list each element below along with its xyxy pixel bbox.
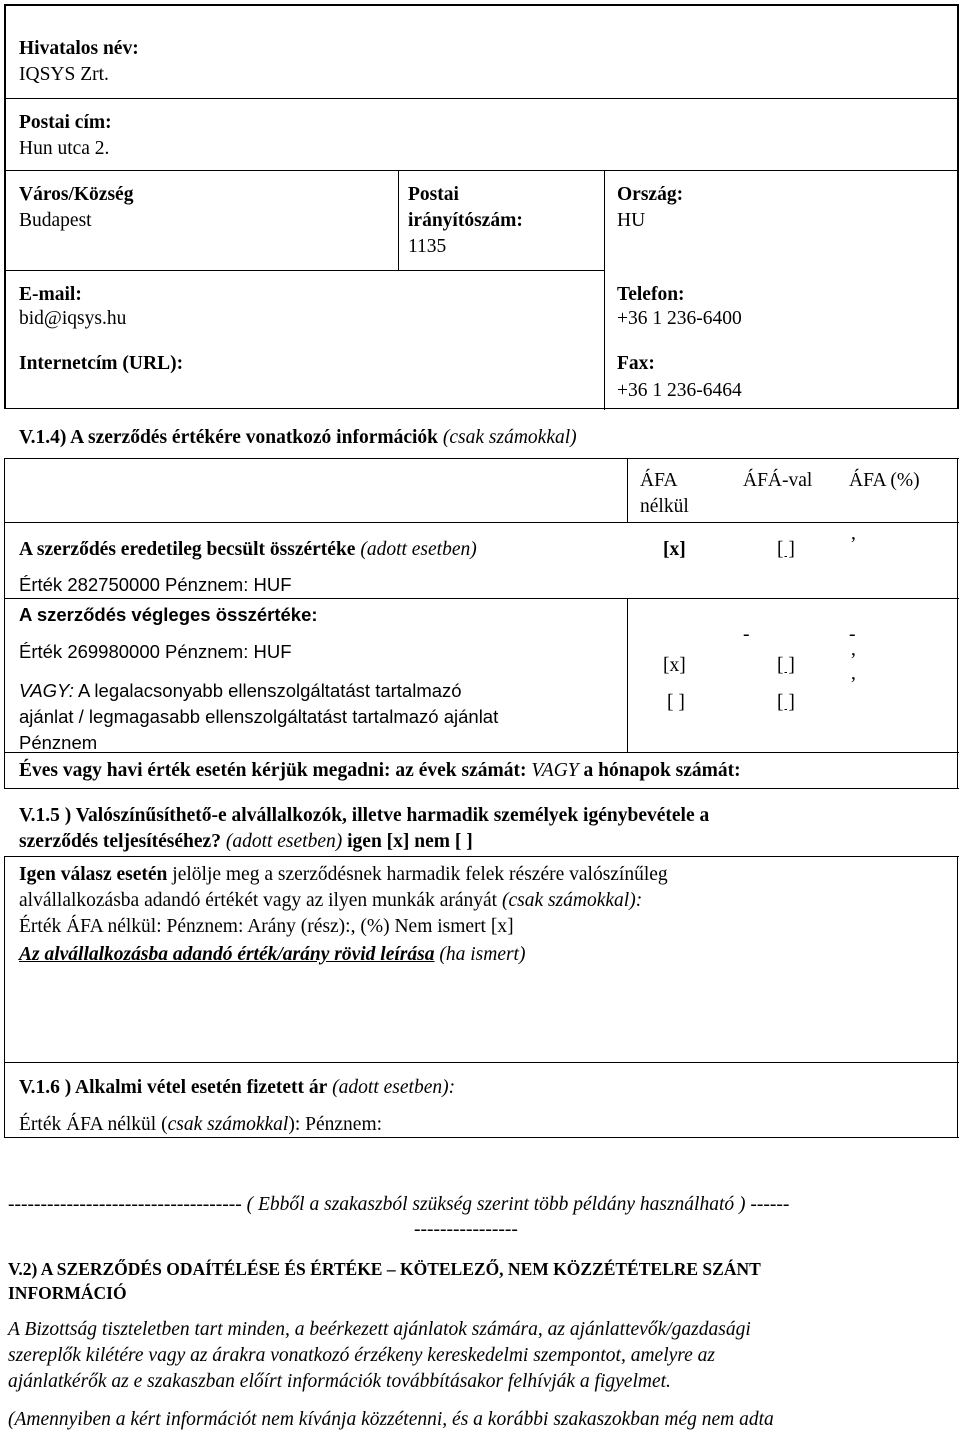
postcode-label-2: irányítószám: [408,210,523,231]
dash-1: - [743,624,750,645]
estimated-x: [x] [663,539,686,560]
country: HU [617,210,646,231]
final-value: Érték 269980000 Pénznem: HUF [19,641,292,662]
v15-heading-1: V.1.5 ) Valószínűsíthető-e alvállalkozók, illetve harmadik személyek igénybevétele a [19,805,710,826]
v2-heading-2: INFORMÁCIÓ [8,1283,127,1303]
final-comma: ’ [850,650,857,671]
v16-heading [19,1075,455,1100]
or-box-2: [ ] [777,692,795,713]
rule-v14-col-lower [627,598,628,752]
rule-v14-left [4,458,5,788]
separator-line-2: ---------------- [414,1219,518,1240]
rule-v14-row-annual [4,752,959,753]
separator-note: ( Ebből a szakaszból szükség szerint több példány használható ) [241,1194,751,1215]
v2-para-2: szereplők kilétére vagy az árakra vonatkozó érzékeny kereskedelmi szempontot, amelyre az [8,1345,716,1366]
v2-heading-1: V.2) A SZERZŐDÉS ODAÍTÉLÉSE ÉS ÉRTÉKE – KÖTELEZŐ, NEM KÖZZÉTÉTELRE SZÁNT [8,1259,761,1279]
or-line-1 [19,679,462,703]
rule-v14-right [957,458,958,788]
v15-yes-text: jelölje meg a szerződésnek harmadik felek részére valószínűleg [167,864,668,885]
v16-heading-bold: V.1.6 ) Alkalmi vétel esetén fizetett ár [19,1077,328,1098]
rule-v16-top [4,1062,959,1063]
estimated-label: A szerződés eredetileg becsült összértéke [19,539,356,560]
email-label: E-mail: [19,284,82,305]
v14-heading [19,425,577,450]
col-vat-excl-2: nélkül [640,496,689,517]
col-vat-excl-1: ÁFA [640,470,678,491]
v16-value-prefix: Érték ÁFA nélkül ( [19,1114,168,1135]
v16-heading-note: (adott esetben): [327,1077,456,1098]
official-name: IQSYS Zrt. [19,64,109,85]
or-comma: ’ [850,674,857,695]
phone-label: Telefon: [617,284,685,305]
rule-row2 [4,170,959,171]
rule-row3 [4,270,604,271]
estimated-box: [ ] [777,539,795,560]
rule-left [4,4,6,408]
final-box: [ ] [777,655,795,676]
estimated-comma: ’ [850,534,857,555]
postal-address-label: Postai cím: [19,112,112,133]
separator-dashes-left: ------------------------------------ [8,1194,242,1215]
v14-heading-note: (csak számokkal) [442,427,577,448]
or-line-2: ajánlat / legmagasabb ellenszolgáltatást tartalmazó ajánlat [19,706,499,727]
rule-v15 [4,856,959,857]
v16-value [19,1112,382,1137]
rule-top [4,4,959,6]
estimated-value: Érték 282750000 Pénznem: HUF [19,574,292,595]
rule-v14-bottom [4,788,959,789]
postcode-label-1: Postai [408,184,459,205]
rule-v14-col [627,458,628,522]
v15-heading-2 [19,829,473,854]
v15-heading-q: szerződés teljesítéséhez? [19,831,221,852]
v15-yes-bold: Igen válasz esetén [19,864,168,885]
fax-label: Fax: [617,353,655,374]
or-prefix: VAGY: [19,680,74,701]
fax: +36 1 236-6464 [617,380,742,401]
v15-heading-note: (adott esetben) [220,831,343,852]
postcode: 1135 [408,236,447,257]
rule-v16-bottom [4,1137,959,1138]
final-x: [x] [663,655,686,676]
email: bid@iqsys.hu [19,308,127,329]
rule-right [957,4,959,408]
rule-v14-header-top [4,458,959,459]
v14-heading-num: V.1.4) [19,427,71,448]
v15-heading-answer: igen [x] nem [ ] [342,831,473,852]
v2-para-1: A Bizottság tiszteletben tart minden, a beérkezett ajánlatok számára, az ajánlattevők/gazdasági [8,1319,751,1340]
v2-para-4: (Amennyiben a kért információt nem kívánja közzétenni, és a korábbi szakaszokban még nem adta [8,1409,774,1430]
rule-v14-row-est [4,598,959,599]
rule-v14-header-bottom [4,522,959,523]
v2-para-3: ajánlatkérők az e szakaszban előírt információk továbbításakor felhívják a figyelmet. [8,1371,671,1392]
v15-value-line: Érték ÁFA nélkül: Pénznem: Arány (rész):, (%) Nem ismert [x] [19,916,514,937]
url-label: Internetcím (URL): [19,353,184,374]
or-text-1: A legalacsonyabb ellenszolgáltatást tartalmazó [73,680,462,701]
or-box-1: [ ] [667,692,685,713]
v15-yes-note: (csak számokkal): [501,890,643,911]
rule-v15-left [4,856,5,1138]
country-label: Ország: [617,184,684,205]
or-currency: Pénznem [19,732,98,753]
city-label: Város/Község [19,184,134,205]
v15-yes-line [19,862,668,887]
v15-desc-line [19,942,525,967]
annual-tail: a hónapok számát: [578,760,741,781]
estimated-note: (adott esetben) [355,539,477,560]
rule-v15-right [957,856,958,1138]
separator-line [8,1192,789,1217]
v15-yes-text-2: alvállalkozásba adandó értékét vagy az ilyen munkák arányát [19,890,502,911]
city: Budapest [19,210,92,231]
col-vat-pct: ÁFA (%) [849,470,920,491]
annual-or: VAGY [531,760,579,781]
col-vat-incl: ÁFÁ-val [743,470,813,491]
final-label: A szerződés végleges összértéke: [19,604,318,625]
rule-row1 [4,98,959,99]
v14-heading-text: A szerződés értékére vonatkozó információk [70,427,443,448]
separator-dashes-right: ------ [750,1194,790,1215]
v15-desc-label: Az alvállalkozásba adandó érték/arány rövid leírása [19,944,435,965]
v16-value-note: csak számokkal [167,1114,289,1135]
v15-desc-note: (ha ismert) [434,944,526,965]
v15-yes-line-2 [19,888,642,913]
rule-col-postcode [398,170,399,270]
annual-label: Éves vagy havi érték esetén kérjük megadni: az évek számát: [19,760,532,781]
official-name-label: Hivatalos név: [19,38,139,59]
rule-col-country [604,170,605,410]
postal-address: Hun utca 2. [19,138,110,159]
dash-2: - [849,624,856,645]
annual-row [19,758,741,783]
phone: +36 1 236-6400 [617,308,742,329]
rule-v14-top [4,408,959,409]
estimated-row [19,537,477,562]
v16-value-suffix: ): Pénznem: [288,1114,383,1135]
